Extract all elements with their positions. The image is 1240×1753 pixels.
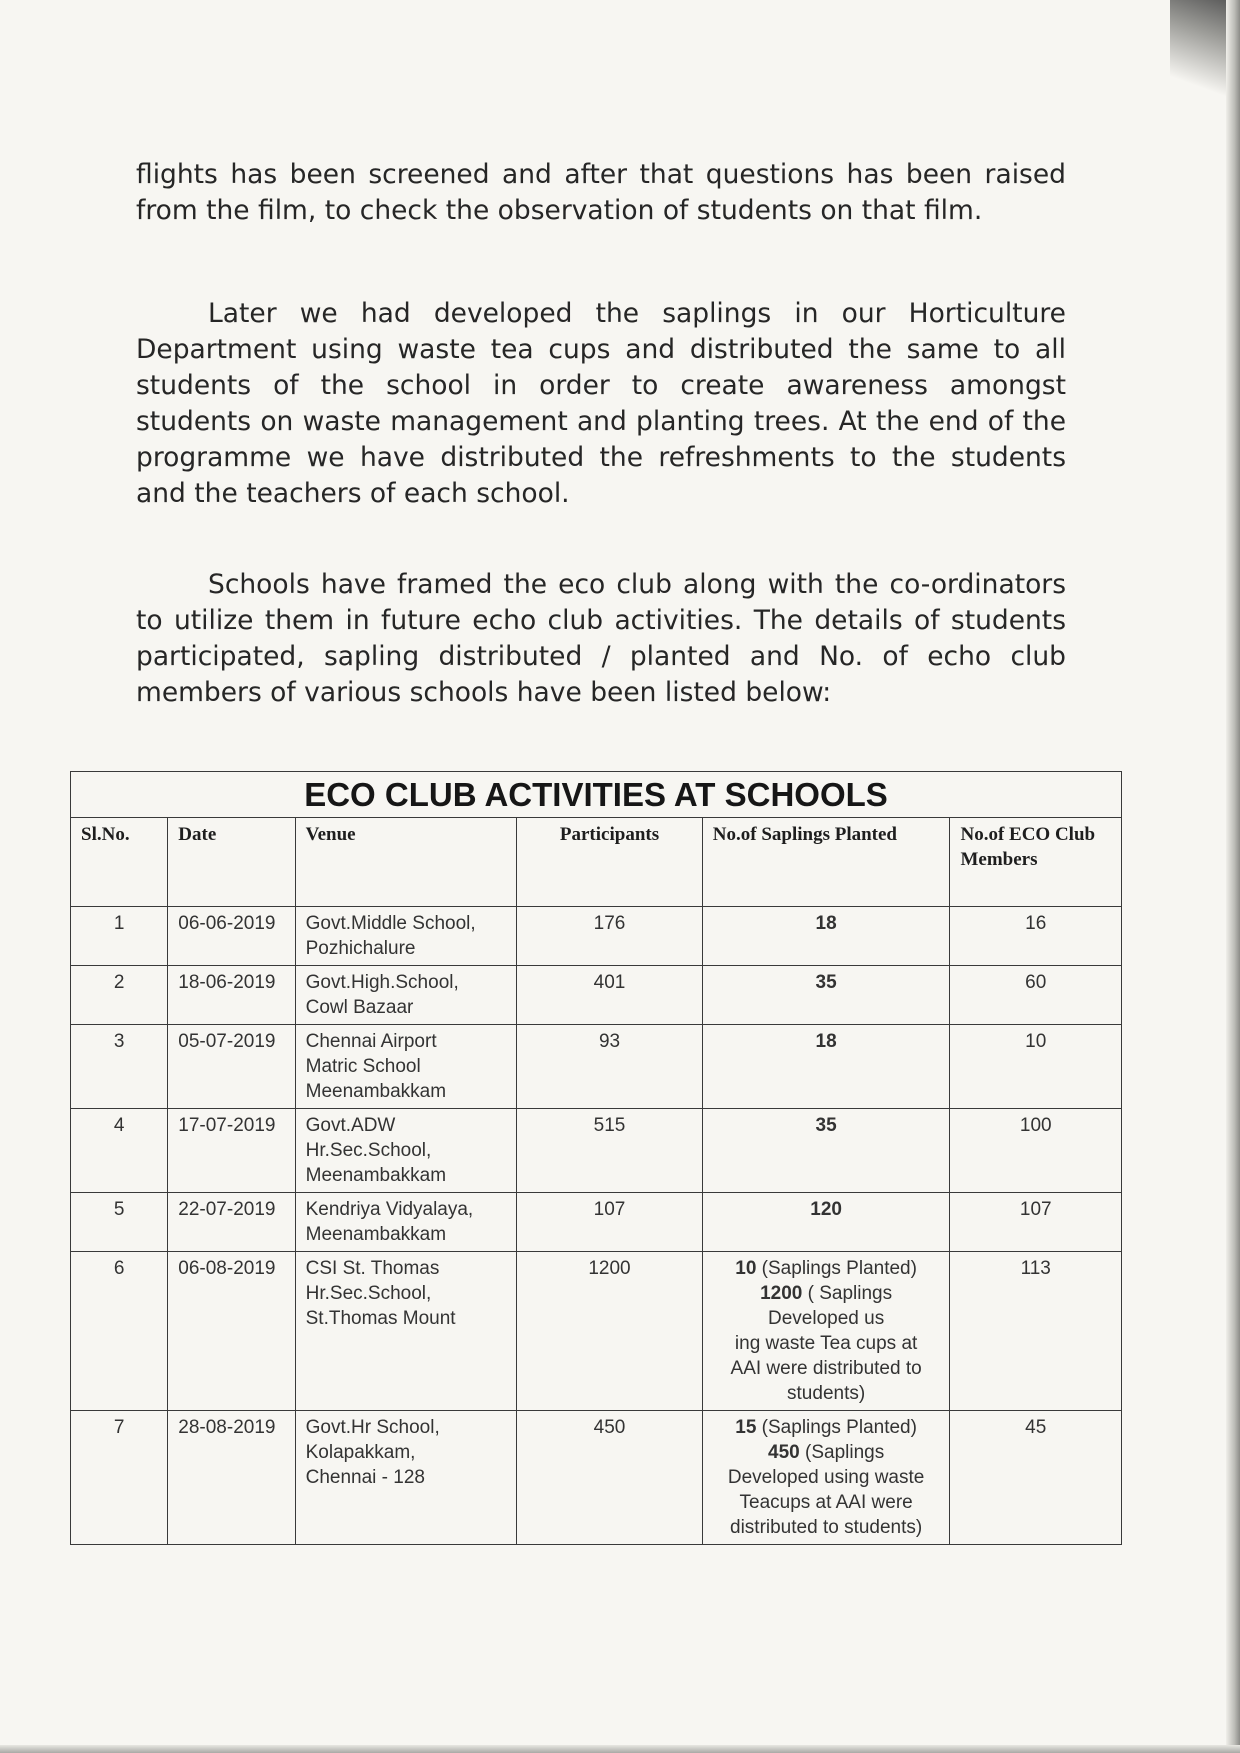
venue-line: Kendriya Vidyalaya, xyxy=(305,1199,474,1220)
saplings-note-line: Developed using waste xyxy=(727,1467,925,1488)
table-header-row xyxy=(71,818,1122,907)
cell-sl-no: 3 xyxy=(71,1025,168,1109)
saplings-planted-count: 15 xyxy=(735,1417,757,1438)
cell-participants: 93 xyxy=(517,1025,703,1109)
cell-sl-no: 4 xyxy=(71,1109,168,1193)
cell-participants: 176 xyxy=(517,907,703,966)
venue-line: Govt.ADW xyxy=(305,1115,396,1136)
cell-saplings-planted: 18 xyxy=(702,1025,950,1109)
scan-right-edge xyxy=(1226,0,1240,1753)
saplings-developed-count: 450 xyxy=(768,1442,800,1463)
cell-date: 18-06-2019 xyxy=(168,966,295,1025)
header-date: Date xyxy=(168,818,295,907)
cell-eco-club-members: 113 xyxy=(950,1252,1122,1411)
venue-line: Pozhichalure xyxy=(305,938,416,959)
saplings-note-line: students) xyxy=(787,1383,866,1404)
venue-line: Matric School xyxy=(305,1056,421,1077)
saplings-note-line: Teacups at AAI were xyxy=(739,1492,913,1513)
cell-saplings-planted: 35 xyxy=(702,1109,950,1193)
cell-eco-club-members: 107 xyxy=(950,1193,1122,1252)
header-venue: Venue xyxy=(295,818,517,907)
venue-line: Cowl Bazaar xyxy=(305,997,414,1018)
cell-date: 28-08-2019 xyxy=(168,1411,295,1545)
cell-venue xyxy=(295,1411,517,1545)
venue-line: Govt.Hr School, xyxy=(305,1417,440,1438)
saplings-developed-text: (Saplings xyxy=(799,1442,885,1463)
table-row xyxy=(71,1252,1122,1411)
saplings-planted-text: (Saplings Planted) xyxy=(756,1417,917,1438)
venue-line: CSI St. Thomas xyxy=(305,1258,440,1279)
venue-line: Meenambakkam xyxy=(305,1224,447,1245)
eco-club-table xyxy=(70,771,1122,1545)
cell-sl-no: 6 xyxy=(71,1252,168,1411)
saplings-planted-text: (Saplings Planted) xyxy=(756,1258,917,1279)
header-sl-no: Sl.No. xyxy=(71,818,168,907)
venue-line: Hr.Sec.School, xyxy=(305,1283,432,1304)
cell-sl-no: 2 xyxy=(71,966,168,1025)
saplings-developed-line xyxy=(713,1440,940,1465)
venue-line: Chennai Airport xyxy=(305,1031,437,1052)
saplings-note-line: Developed us xyxy=(768,1308,885,1329)
cell-eco-club-members: 60 xyxy=(950,966,1122,1025)
cell-venue xyxy=(295,1193,517,1252)
table-body xyxy=(71,907,1122,1545)
saplings-planted-count: 10 xyxy=(735,1258,757,1279)
cell-saplings-planted xyxy=(702,1252,950,1411)
cell-sl-no: 1 xyxy=(71,907,168,966)
cell-date: 06-06-2019 xyxy=(168,907,295,966)
cell-saplings-planted: 120 xyxy=(702,1193,950,1252)
header-saplings-planted: No.of Saplings Planted xyxy=(702,818,950,907)
saplings-planted-line xyxy=(713,1256,940,1281)
venue-line: St.Thomas Mount xyxy=(305,1308,456,1329)
cell-participants: 107 xyxy=(517,1193,703,1252)
saplings-developed-line xyxy=(713,1281,940,1306)
header-eco-club-members: No.of ECO Club Members xyxy=(950,818,1122,907)
venue-line: Govt.Middle School, xyxy=(305,913,476,934)
table-row xyxy=(71,966,1122,1025)
saplings-developed-text: ( Saplings xyxy=(802,1283,893,1304)
cell-date: 05-07-2019 xyxy=(168,1025,295,1109)
cell-venue xyxy=(295,1109,517,1193)
cell-eco-club-members: 45 xyxy=(950,1411,1122,1545)
cell-participants: 515 xyxy=(517,1109,703,1193)
saplings-planted-line xyxy=(713,1415,940,1440)
cell-eco-club-members: 16 xyxy=(950,907,1122,966)
saplings-note-line: distributed to students) xyxy=(730,1517,923,1538)
cell-eco-club-members: 10 xyxy=(950,1025,1122,1109)
paragraph-film-screening: flights has been screened and after that questions has been raised from the film, to check the observation of students on that film. xyxy=(136,159,1066,226)
cell-venue xyxy=(295,1252,517,1411)
cell-saplings-planted: 35 xyxy=(702,966,950,1025)
table-row xyxy=(71,907,1122,966)
cell-venue xyxy=(295,966,517,1025)
cell-eco-club-members: 100 xyxy=(950,1109,1122,1193)
venue-line: Meenambakkam xyxy=(305,1081,447,1102)
cell-date: 06-08-2019 xyxy=(168,1252,295,1411)
table-row xyxy=(71,1411,1122,1545)
cell-date: 17-07-2019 xyxy=(168,1109,295,1193)
paragraph-saplings: Later we had developed the saplings in our Horticulture Department using waste tea cups and distributed the same to all students of the school in order to create awareness amongst students on waste management and planting trees. At the end of the programme we have distributed the refreshments to the students and the teachers of each school. xyxy=(136,298,1066,509)
cell-sl-no: 5 xyxy=(71,1193,168,1252)
table-title: ECO CLUB ACTIVITIES AT SCHOOLS xyxy=(71,772,1122,818)
venue-line: Hr.Sec.School, xyxy=(305,1140,432,1161)
saplings-developed-count: 1200 xyxy=(760,1283,803,1304)
table-row xyxy=(71,1193,1122,1252)
cell-date: 22-07-2019 xyxy=(168,1193,295,1252)
venue-line: Meenambakkam xyxy=(305,1165,447,1186)
cell-saplings-planted: 18 xyxy=(702,907,950,966)
table-row xyxy=(71,1025,1122,1109)
cell-participants: 401 xyxy=(517,966,703,1025)
paragraph-eco-club: Schools have framed the eco club along with the co-ordinators to utilize them in future echo club activities. The details of students participated, sapling distributed / planted and No. of echo club members of various schools have been listed below: xyxy=(136,569,1066,708)
cell-venue xyxy=(295,1025,517,1109)
cell-participants: 450 xyxy=(517,1411,703,1545)
venue-line: Chennai - 128 xyxy=(305,1467,425,1488)
saplings-note-line: AAI were distributed to xyxy=(730,1358,922,1379)
scan-bottom-edge xyxy=(0,1745,1240,1753)
venue-line: Kolapakkam, xyxy=(305,1442,416,1463)
table-row xyxy=(71,1109,1122,1193)
cell-saplings-planted xyxy=(702,1411,950,1545)
cell-participants: 1200 xyxy=(517,1252,703,1411)
cell-sl-no: 7 xyxy=(71,1411,168,1545)
saplings-note-line: ing waste Tea cups at xyxy=(734,1333,918,1354)
header-participants: Participants xyxy=(517,818,703,907)
cell-venue xyxy=(295,907,517,966)
venue-line: Govt.High.School, xyxy=(305,972,459,993)
